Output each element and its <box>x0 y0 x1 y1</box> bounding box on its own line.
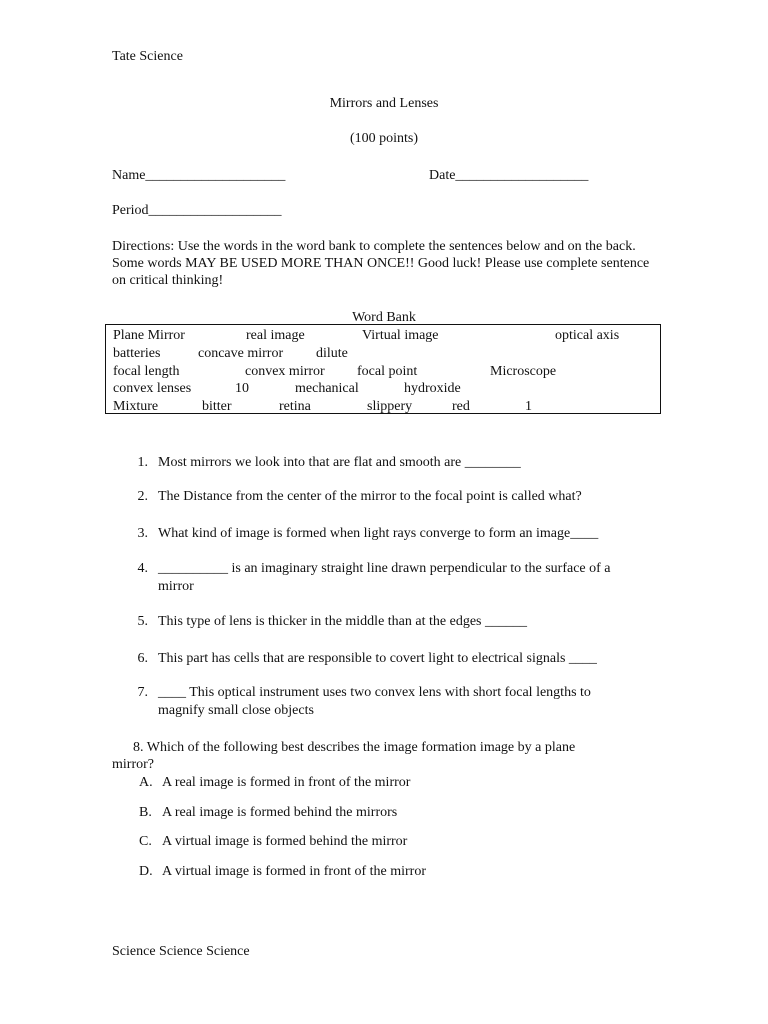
question-text: ____ This optical instrument uses two convex lens with short focal lengths to <box>158 685 591 700</box>
word-bank-word: focal point <box>357 364 418 379</box>
name-field: Name____________________ <box>112 168 286 183</box>
option-text: A real image is formed behind the mirrors <box>162 805 398 820</box>
question-text: Most mirrors we look into that are flat and smooth are ________ <box>158 455 521 470</box>
word-bank-word: Virtual image <box>362 328 439 343</box>
word-bank-word: hydroxide <box>404 381 461 396</box>
question-text-continued: mirror <box>158 579 194 594</box>
word-bank-word: 10 <box>235 381 249 396</box>
word-bank-word: batteries <box>113 346 161 361</box>
word-bank-word: real image <box>246 328 305 343</box>
header-label: Tate Science <box>112 49 183 64</box>
question-8-text: 8. Which of the following best describes the image formation image by a plane <box>133 740 576 755</box>
question-text: What kind of image is formed when light rays converge to form an image____ <box>158 526 599 541</box>
word-bank-word: convex lenses <box>113 381 192 396</box>
question-8-text-continued: mirror? <box>112 757 154 772</box>
question-text-continued: magnify small close objects <box>158 703 314 718</box>
word-bank-word: mechanical <box>295 381 359 396</box>
word-bank-word: concave mirror <box>198 346 284 361</box>
question-number: 3. <box>137 526 148 541</box>
word-bank-word: bitter <box>202 399 232 414</box>
word-bank-word: retina <box>279 399 311 414</box>
word-bank-title: Word Bank <box>352 310 416 325</box>
question-number: 4. <box>137 561 148 576</box>
points-label: (100 points) <box>349 131 419 146</box>
word-bank-word: Mixture <box>113 399 159 414</box>
footer-label: Science Science Science <box>112 944 250 959</box>
question-text: The Distance from the center of the mirror to the focal point is called what? <box>158 489 582 504</box>
question-number: 2. <box>137 489 148 504</box>
question-number: 5. <box>137 614 148 629</box>
word-bank-word: Microscope <box>490 364 557 379</box>
question-number: 7. <box>137 685 148 700</box>
word-bank-word: convex mirror <box>245 364 325 379</box>
question-text: This type of lens is thicker in the middle than at the edges ______ <box>158 614 527 629</box>
directions-text: Directions: Use the words in the word bank to complete the sentences below and on the back. Some words MAY BE USED MORE THAN ONCE!! Good luck! Please use complete sentence on critical thinking! <box>112 239 650 288</box>
word-bank-word: dilute <box>316 346 348 361</box>
word-bank-word: Plane Mirror <box>113 328 185 343</box>
word-bank-word: focal length <box>113 364 180 379</box>
word-bank-word: red <box>452 399 470 414</box>
period-field: Period___________________ <box>112 203 282 218</box>
question-number: 1. <box>137 455 148 470</box>
word-bank-word: optical axis <box>555 328 620 343</box>
option-text: A virtual image is formed in front of the mirror <box>162 864 426 879</box>
question-number: 6. <box>137 651 148 666</box>
word-bank-word: slippery <box>367 399 413 414</box>
question-text: This part has cells that are responsible to covert light to electrical signals ____ <box>158 651 597 666</box>
option-letter: D. <box>139 864 153 879</box>
option-text: A virtual image is formed behind the mirror <box>162 834 408 849</box>
option-letter: B. <box>139 805 152 820</box>
question-text: __________ is an imaginary straight line drawn perpendicular to the surface of a <box>158 561 611 576</box>
word-bank-word: 1 <box>525 399 532 414</box>
date-field: Date___________________ <box>429 168 589 183</box>
option-letter: C. <box>139 834 152 849</box>
option-text: A real image is formed in front of the mirror <box>162 775 411 790</box>
option-letter: A. <box>139 775 153 790</box>
page-title: Mirrors and Lenses <box>329 96 439 111</box>
